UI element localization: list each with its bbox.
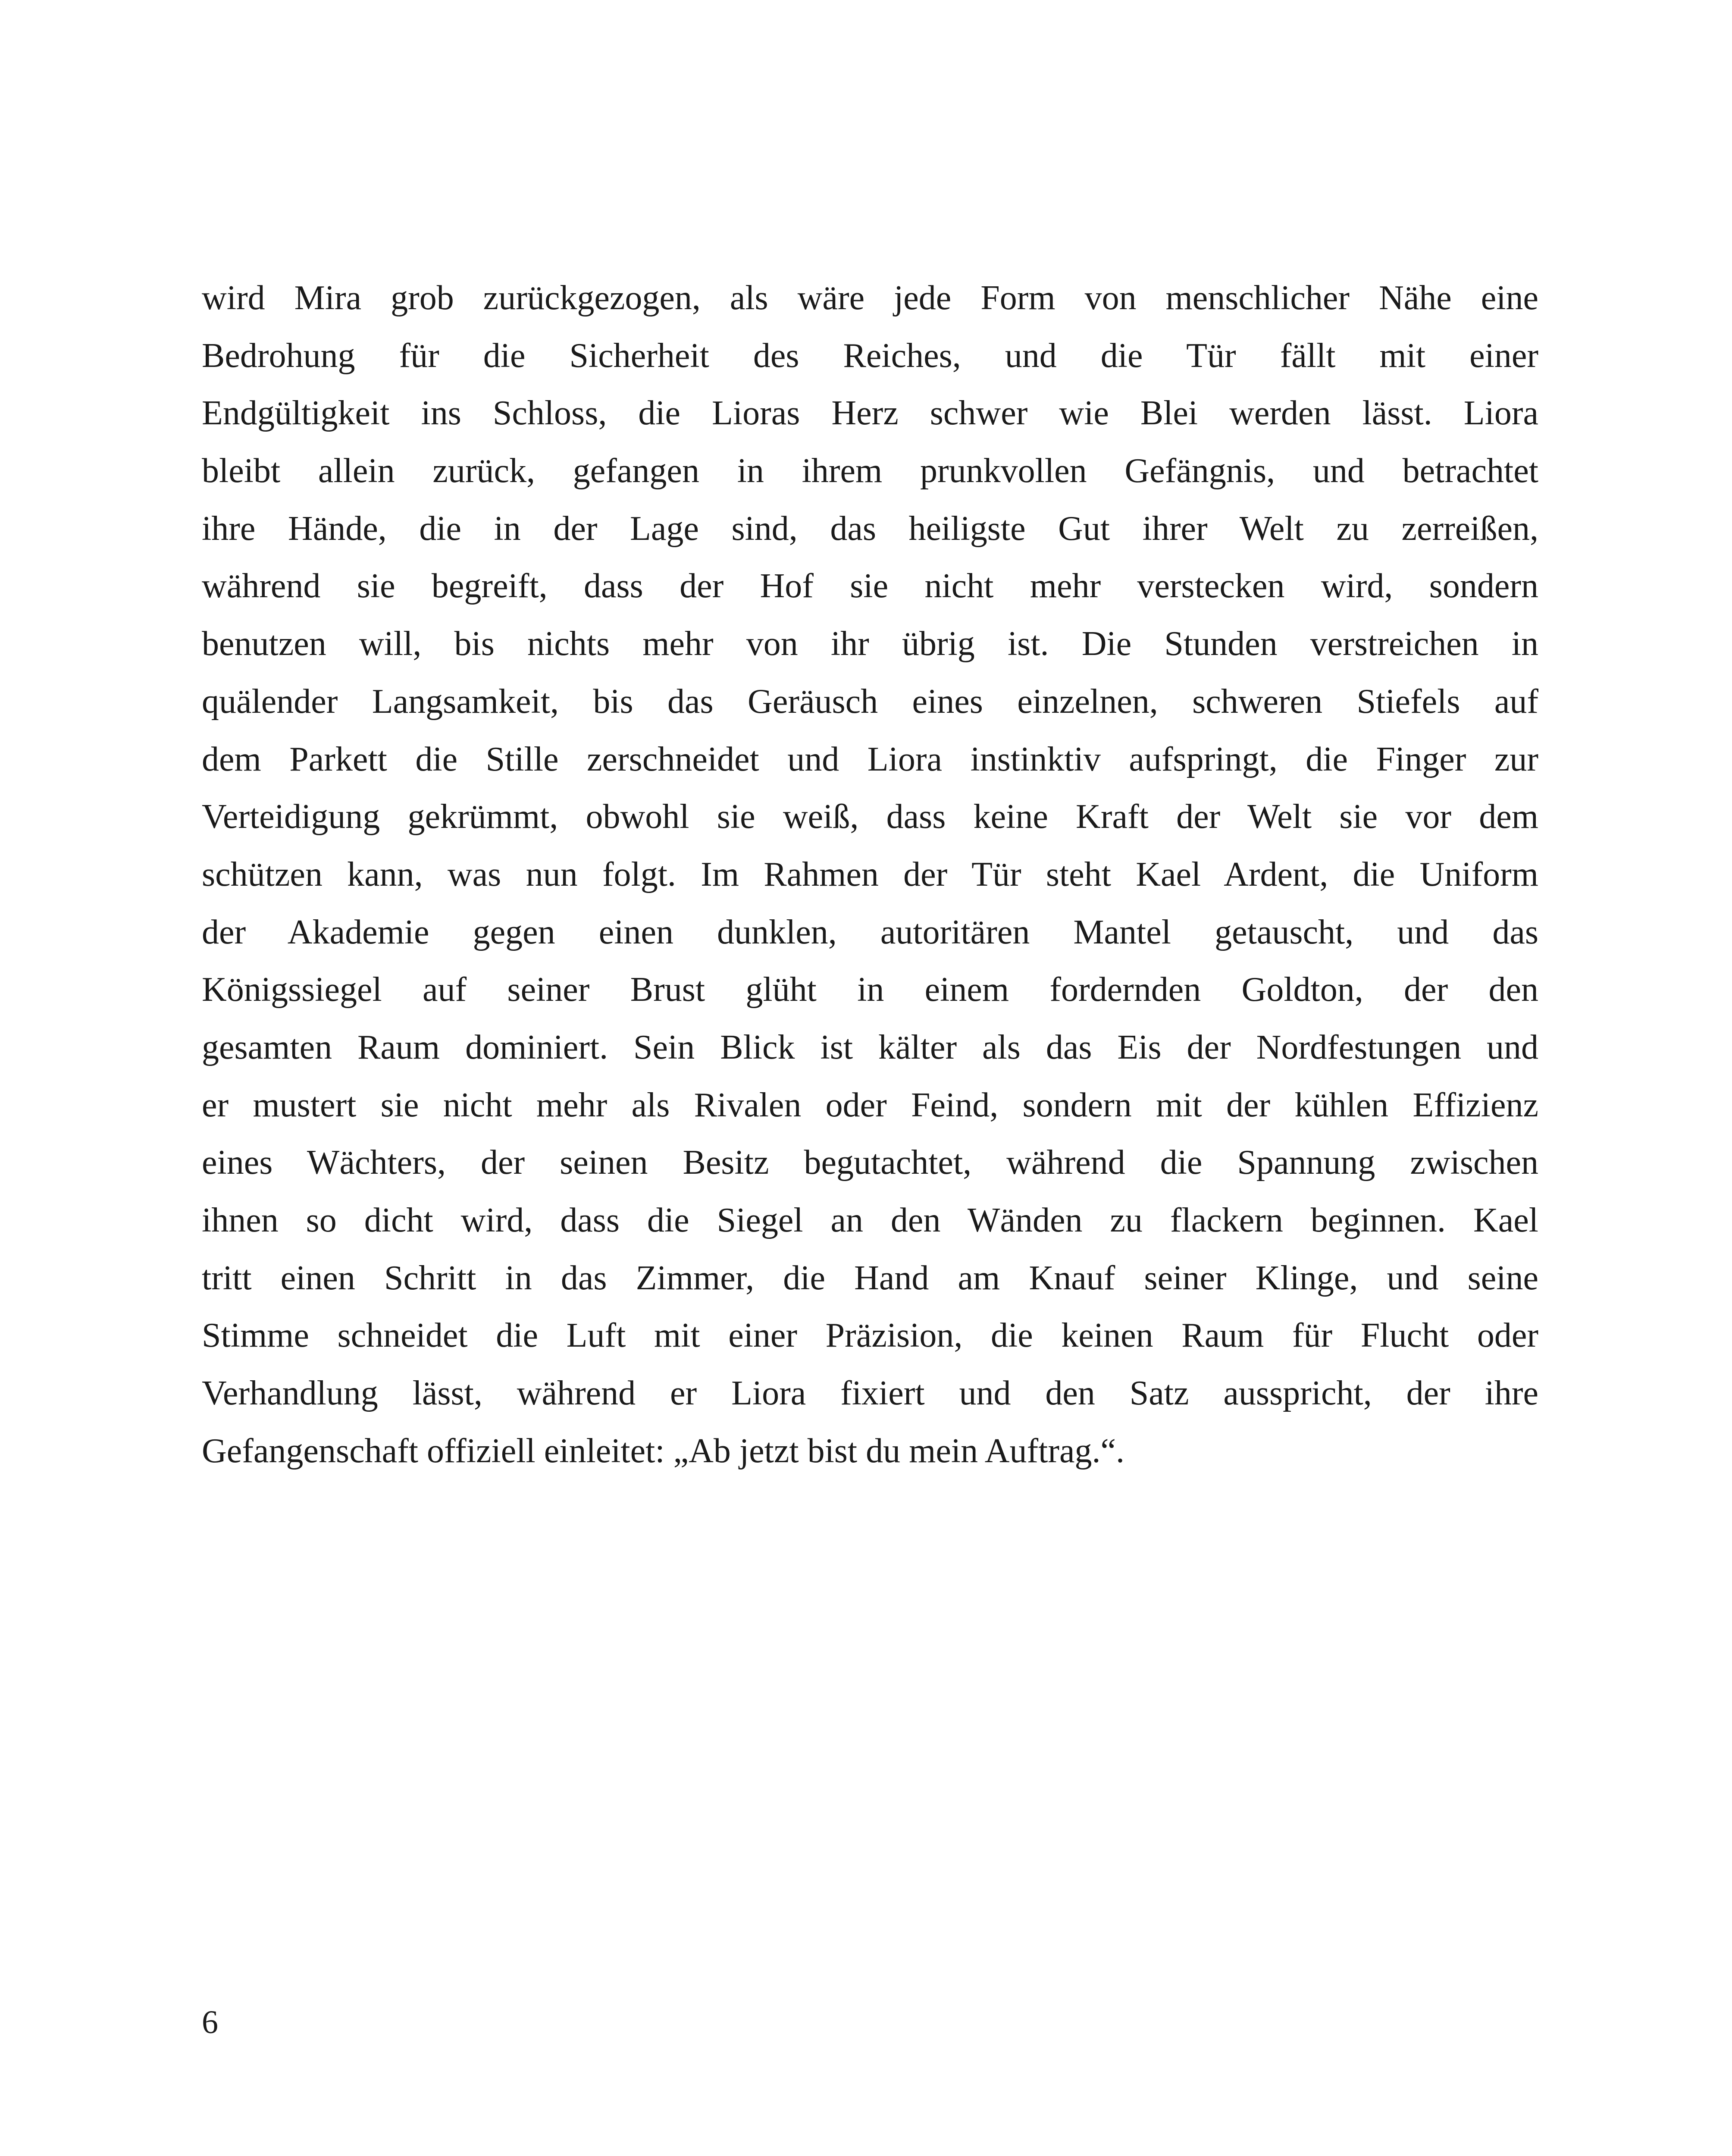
paragraph-line: dem Parkett die Stille zerschneidet und Liora instinktiv aufspringt, die Finger zur [202, 740, 1538, 778]
paragraph-line: ihre Hände, die in der Lage sind, das heiligste Gut ihrer Welt zu zerreißen, [202, 509, 1538, 548]
paragraph-line: Verhandlung lässt, während er Liora fixiert und den Satz ausspricht, der ihre [202, 1374, 1538, 1413]
paragraph-line: gesamten Raum dominiert. Sein Blick ist kälter als das Eis der Nordfestungen und [202, 1028, 1538, 1066]
paragraph-line: Verteidigung gekrümmt, obwohl sie weiß, dass keine Kraft der Welt sie vor dem [202, 798, 1538, 836]
paragraph-line: Endgültigkeit ins Schloss, die Lioras Herz schwer wie Blei werden lässt. Liora [202, 394, 1538, 432]
paragraph-line-last: Gefangenschaft offiziell einleitet: „Ab jetzt bist du mein Auftrag.“. [202, 1432, 1124, 1470]
paragraph-line: wird Mira grob zurückgezogen, als wäre jede Form von menschlicher Nähe eine [202, 279, 1538, 317]
paragraph-line: Königssiegel auf seiner Brust glüht in einem fordernden Goldton, der den [202, 971, 1538, 1009]
paragraph-line: er mustert sie nicht mehr als Rivalen oder Feind, sondern mit der kühlen Effizienz [202, 1086, 1538, 1124]
paragraph-line: eines Wächters, der seinen Besitz begutachtet, während die Spannung zwischen [202, 1144, 1538, 1182]
paragraph-line: quälender Langsamkeit, bis das Geräusch eines einzelnen, schweren Stiefels auf [202, 682, 1538, 721]
paragraph-line: Stimme schneidet die Luft mit einer Präzision, die keinen Raum für Flucht oder [202, 1316, 1538, 1355]
paragraph-line: bleibt allein zurück, gefangen in ihrem prunkvollen Gefängnis, und betrachtet [202, 452, 1538, 490]
paragraph-line: Bedrohung für die Sicherheit des Reiches, und die Tür fällt mit einer [202, 336, 1538, 375]
page-number: 6 [202, 2004, 218, 2040]
paragraph-line: tritt einen Schritt in das Zimmer, die Hand am Knauf seiner Klinge, und seine [202, 1259, 1538, 1297]
paragraph-line: schützen kann, was nun folgt. Im Rahmen der Tür steht Kael Ardent, die Uniform [202, 855, 1538, 893]
body-paragraph [202, 270, 1538, 1480]
paragraph-line: benutzen will, bis nichts mehr von ihr übrig ist. Die Stunden verstreichen in [202, 625, 1538, 663]
paragraph-line: ihnen so dicht wird, dass die Siegel an den Wänden zu flackern beginnen. Kael [202, 1201, 1538, 1239]
paragraph-line: während sie begreift, dass der Hof sie nicht mehr verstecken wird, sondern [202, 567, 1538, 605]
paragraph-line: der Akademie gegen einen dunklen, autoritären Mantel getauscht, und das [202, 913, 1538, 951]
